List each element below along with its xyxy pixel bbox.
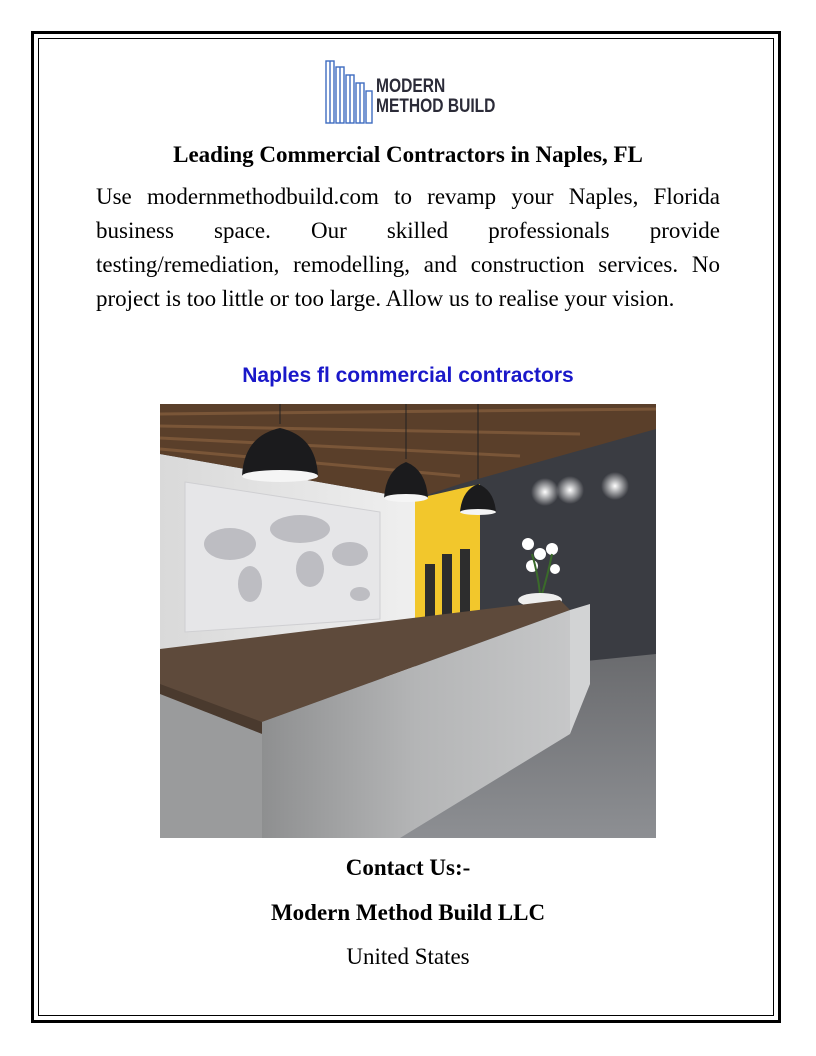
logo-text: [376, 77, 495, 117]
reception-desk-photo: [160, 404, 656, 838]
logo-line-2: METHOD BUILD: [376, 96, 496, 117]
intro-paragraph: Use modernmethodbuild.com to revamp your Naples, Florida business space. Our skilled professionals provide testing/remediation, remodelling, and construction services. No project is too little or too large. Allow us to realise your vision.: [96, 184, 720, 311]
company-country: United States: [346, 944, 470, 969]
document-title: Leading Commercial Contractors in Naples, FL: [173, 142, 643, 167]
logo-line-1: MODERN: [376, 76, 446, 97]
service-link[interactable]: Naples fl commercial contractors: [242, 364, 574, 387]
contact-heading: Contact Us:-: [345, 855, 471, 880]
company-name: Modern Method Build LLC: [270, 900, 546, 925]
